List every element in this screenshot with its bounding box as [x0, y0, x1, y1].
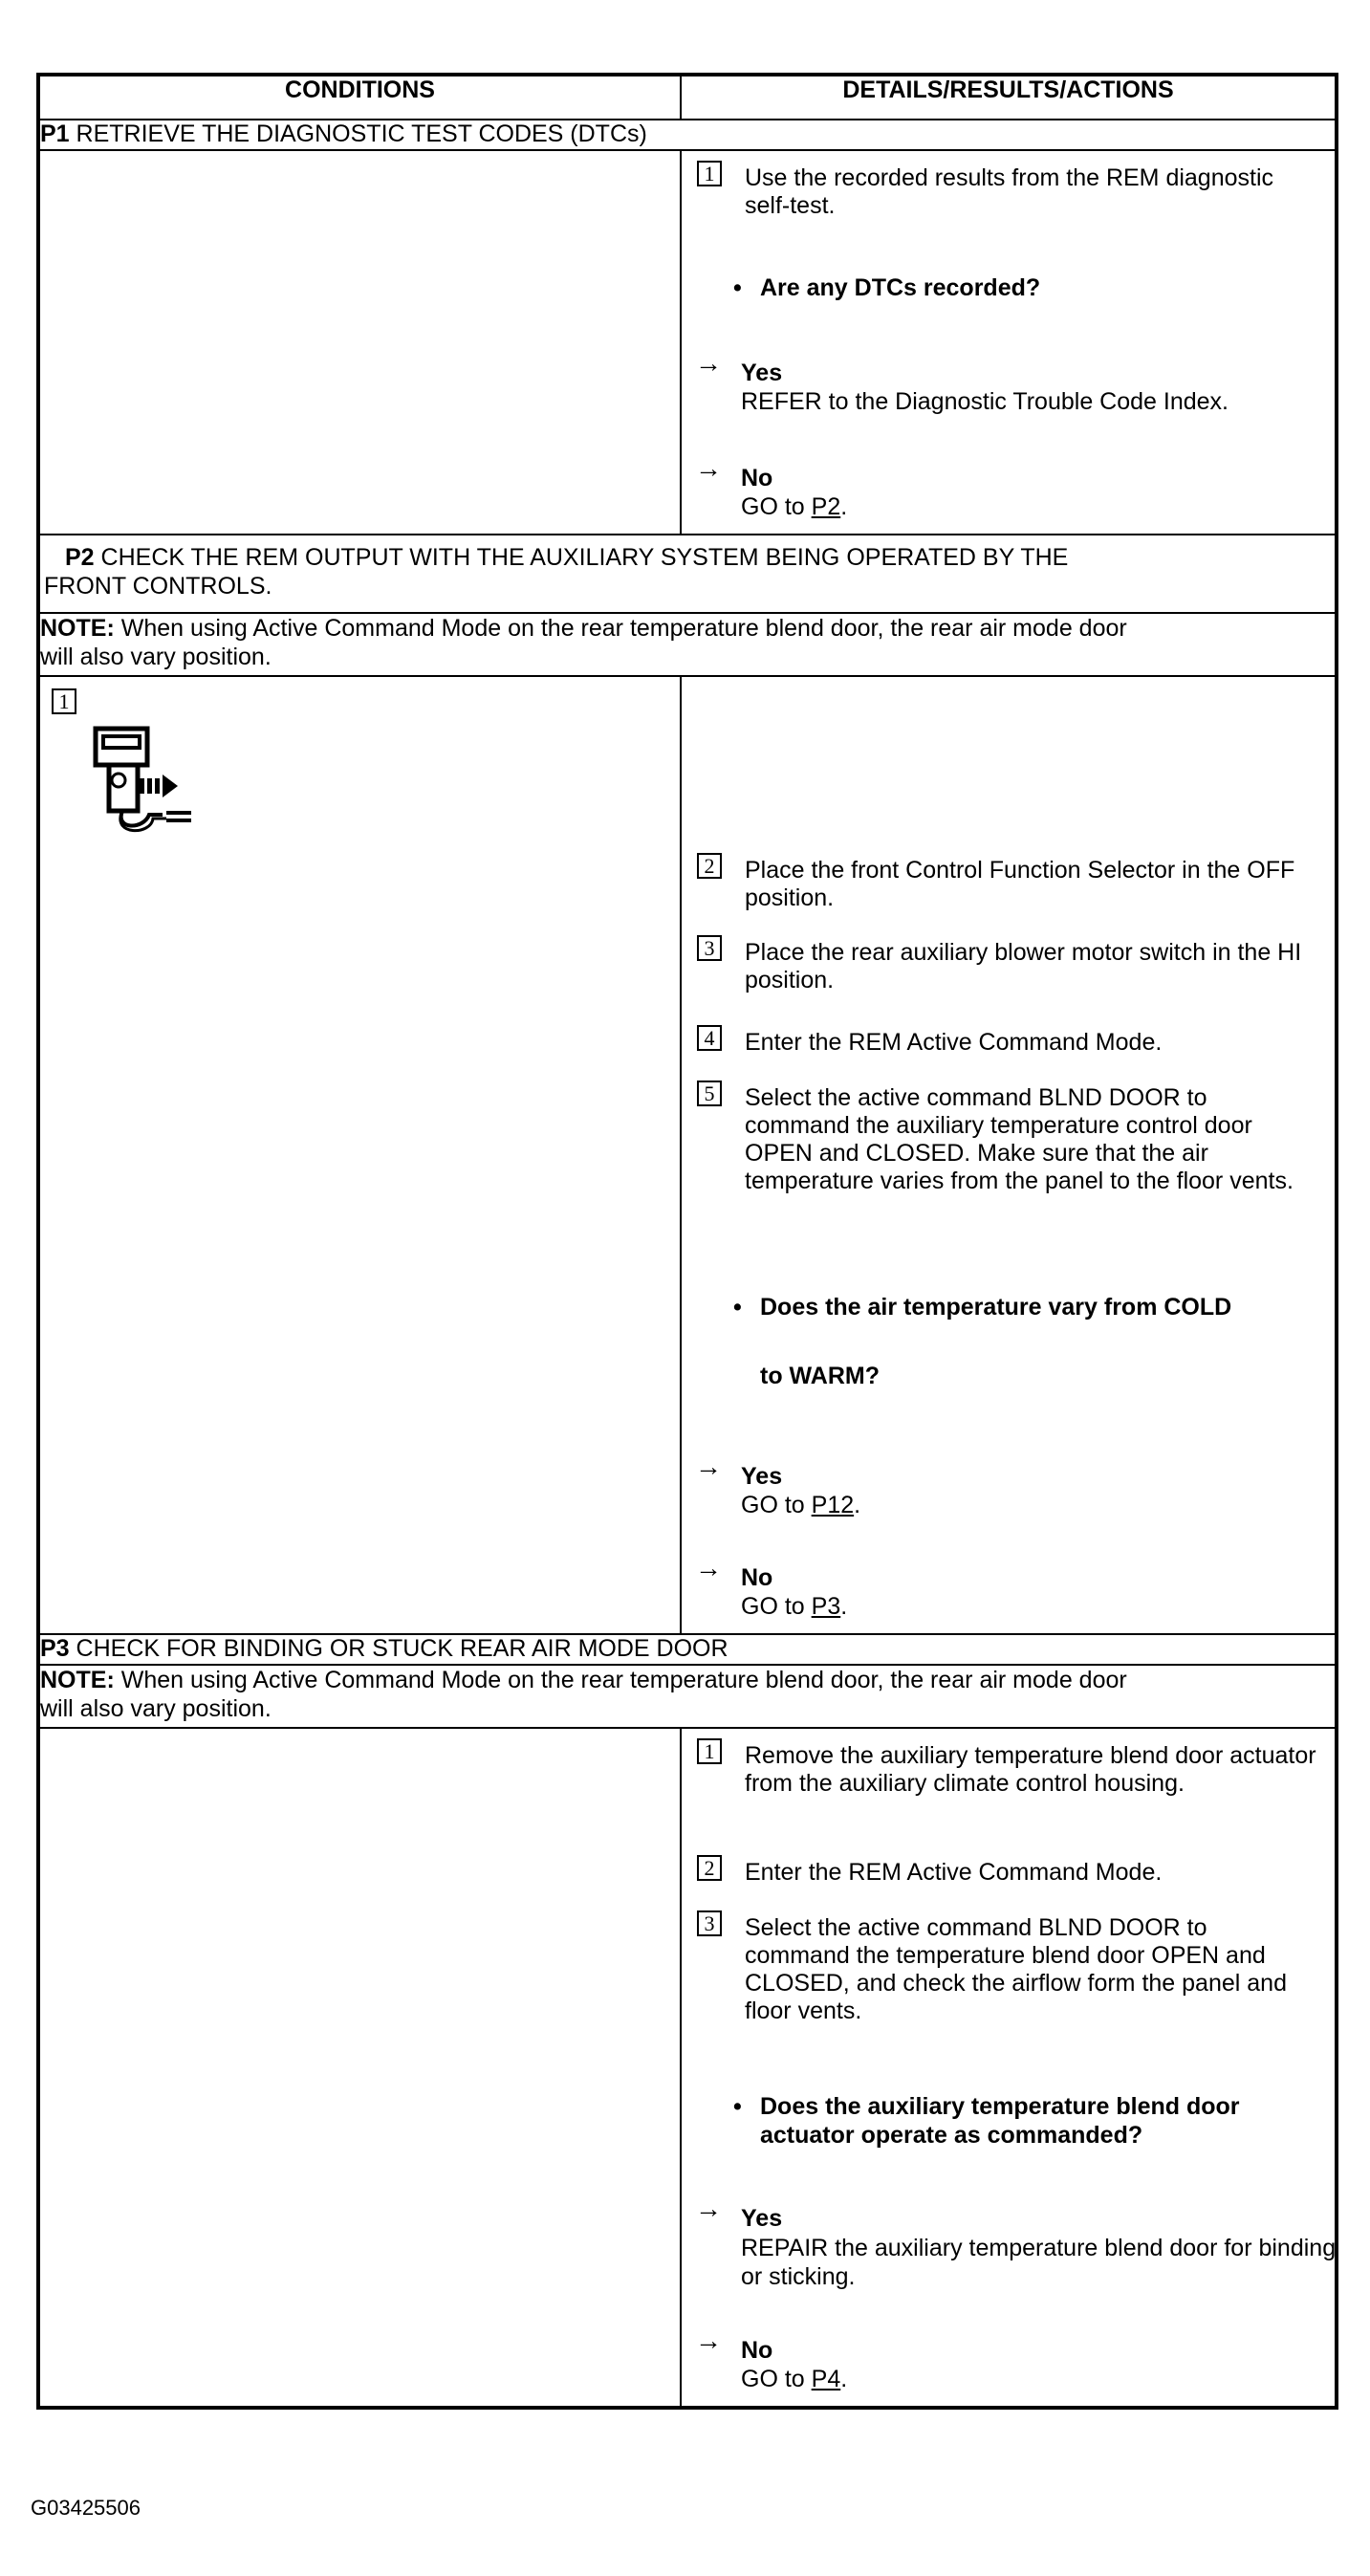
- step-text: Use the recorded results from the REM diagnostic self-test.: [745, 164, 1274, 219]
- step-text: Select the active command BLND DOOR to command the temperature blend door OPEN and CLOSED, and check the airflow form the panel and floor vents.: [745, 1914, 1287, 2024]
- p3-section-title: [38, 1634, 1337, 1665]
- p1-details-cell: [681, 150, 1337, 535]
- bullet-icon: •: [733, 274, 742, 301]
- answer-no-label: No: [741, 1564, 773, 1591]
- scan-tool-icon: [86, 723, 201, 838]
- arrow-right-icon: →: [695, 1553, 722, 1583]
- note-line1: When using Active Command Mode on the rear temperature blend door, the rear air mode door: [120, 615, 1127, 642]
- action-prefix: GO to: [741, 1492, 812, 1518]
- answer-no-action: [741, 2366, 847, 2393]
- note-line2: will also vary position.: [40, 644, 272, 670]
- step-text: Remove the auxiliary temperature blend door actuator from the auxiliary climate control housing.: [745, 1742, 1316, 1797]
- step-number-box: 2: [697, 853, 722, 879]
- action-suffix: .: [840, 2366, 848, 2392]
- question-text: Are any DTCs recorded?: [760, 274, 1041, 301]
- p2-details-cell: [681, 676, 1337, 1634]
- bullet-icon: •: [733, 2093, 742, 2120]
- note-line2: will also vary position.: [40, 1695, 272, 1722]
- step-number-box: 5: [697, 1081, 722, 1106]
- step-text: Select the active command BLND DOOR to command the auxiliary temperature control door OPEN and CLOSED. Make sure that the air temperature varies from the panel to the floor vents.: [745, 1084, 1294, 1194]
- action-suffix: .: [840, 1593, 848, 1620]
- arrow-right-icon: →: [695, 348, 722, 378]
- link-p3[interactable]: P3: [811, 1593, 841, 1620]
- answer-yes-label: Yes: [741, 360, 783, 386]
- p3-id: P3: [40, 1635, 70, 1662]
- action-prefix: GO to: [741, 493, 812, 520]
- p1-title: RETRIEVE THE DIAGNOSTIC TEST CODES (DTCs): [76, 120, 647, 147]
- arrow-right-icon: →: [695, 1452, 722, 1481]
- p3-title: CHECK FOR BINDING OR STUCK REAR AIR MODE DOOR: [76, 1635, 728, 1662]
- note-line1: When using Active Command Mode on the rear temperature blend door, the rear air mode door: [120, 1667, 1127, 1693]
- p2-title-line2: FRONT CONTROLS.: [44, 573, 272, 600]
- answer-no-label: No: [741, 2337, 773, 2364]
- p3-note: [38, 1665, 1337, 1728]
- p3-conditions-cell: [38, 1728, 681, 2408]
- column-header-conditions: CONDITIONS: [38, 75, 681, 120]
- diagnostic-table-sheet: [36, 73, 1335, 2410]
- step-number-box: 4: [697, 1025, 722, 1051]
- step-text: Place the rear auxiliary blower motor switch in the HI position.: [745, 939, 1302, 993]
- p2-question: [733, 1293, 1307, 1390]
- p1-section-title: [38, 120, 1337, 150]
- p1-body-row: [38, 150, 1337, 535]
- p2-title-line1: CHECK THE REM OUTPUT WITH THE AUXILIARY SYSTEM BEING OPERATED BY THE: [100, 544, 1069, 571]
- answer-yes-action: REFER to the Diagnostic Trouble Code Index.: [741, 388, 1229, 415]
- question-text-line1: Does the air temperature vary from COLD: [760, 1294, 1232, 1321]
- table-header-row: [38, 75, 1337, 120]
- step-text: Place the front Control Function Selector in the OFF position.: [745, 857, 1295, 911]
- p3-note-row: [38, 1665, 1337, 1728]
- p1-conditions-cell: [38, 150, 681, 535]
- p2-conditions-cell: [38, 676, 681, 1634]
- question-text-line2: to WARM?: [760, 1363, 880, 1389]
- arrow-right-icon: →: [695, 2194, 722, 2223]
- p2-section-row: [38, 535, 1337, 613]
- p2-body-row: [38, 676, 1337, 1634]
- answer-no-action: [741, 493, 847, 521]
- p1-id: P1: [40, 120, 70, 147]
- answer-yes-action: [741, 1492, 860, 1519]
- answer-no-action: [741, 1593, 847, 1621]
- link-p12[interactable]: P12: [811, 1492, 855, 1518]
- p3-section-row: [38, 1634, 1337, 1665]
- step-number-box: 1: [52, 688, 76, 714]
- action-prefix: GO to: [741, 2366, 812, 2392]
- p3-question: [733, 2092, 1307, 2150]
- link-p2[interactable]: P2: [811, 493, 841, 520]
- arrow-right-icon: →: [695, 2325, 722, 2355]
- p2-id: P2: [65, 544, 95, 571]
- link-p4[interactable]: P4: [811, 2366, 841, 2392]
- answer-no-label: No: [741, 465, 773, 491]
- answer-yes-label: Yes: [741, 2205, 783, 2232]
- action-prefix: GO to: [741, 1593, 812, 1620]
- step-text: Enter the REM Active Command Mode.: [745, 1859, 1163, 1886]
- answer-yes-label: Yes: [741, 1463, 783, 1490]
- figure-code: G03425506: [31, 2496, 141, 2520]
- column-header-details: DETAILS/RESULTS/ACTIONS: [681, 75, 1337, 120]
- p3-details-cell: [681, 1728, 1337, 2408]
- step-text: Enter the REM Active Command Mode.: [745, 1029, 1163, 1056]
- action-suffix: .: [840, 493, 848, 520]
- answer-yes-action: REPAIR the auxiliary temperature blend door for binding or sticking.: [741, 2235, 1337, 2290]
- note-label: NOTE:: [40, 615, 115, 642]
- question-text: Does the auxiliary temperature blend door actuator operate as commanded?: [760, 2093, 1240, 2149]
- p3-body-row: [38, 1728, 1337, 2408]
- p1-question: [733, 273, 1307, 302]
- step-number-box: 3: [697, 935, 722, 961]
- step-number-box: 1: [697, 161, 722, 186]
- step-number-box: 3: [697, 1910, 722, 1936]
- step-number-box: 2: [697, 1855, 722, 1881]
- p2-note-row: [38, 613, 1337, 676]
- diagnostic-table: [36, 73, 1338, 2410]
- p2-note: [38, 613, 1337, 676]
- arrow-right-icon: →: [695, 453, 722, 483]
- step-number-box: 1: [697, 1738, 722, 1764]
- action-suffix: .: [854, 1492, 861, 1518]
- p2-section-title: [38, 535, 1337, 613]
- note-label: NOTE:: [40, 1667, 115, 1693]
- p1-section-row: [38, 120, 1337, 150]
- bullet-icon: •: [733, 1294, 742, 1321]
